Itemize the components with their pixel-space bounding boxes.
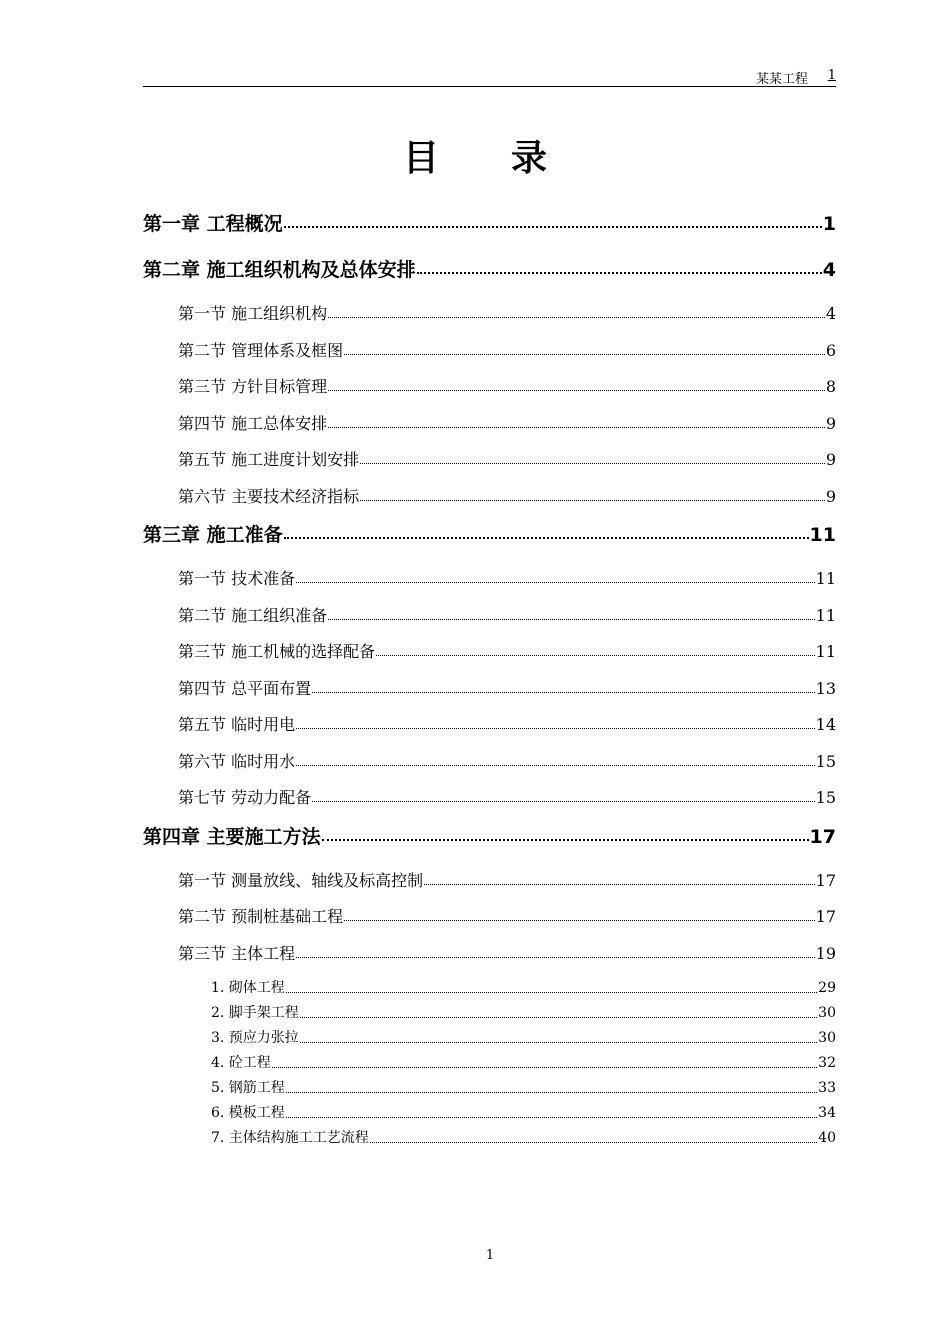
dot-leader (328, 390, 825, 391)
toc-section-entry[interactable] (143, 484, 836, 506)
dot-leader (417, 272, 822, 274)
toc-entry-page-number: 17 (809, 825, 836, 848)
toc-entry-label: 第三节 主体工程 (178, 943, 296, 963)
page-footer-number: 1 (485, 1248, 495, 1263)
toc-entry-page-number: 30 (818, 1005, 836, 1021)
toc-section-entry[interactable] (143, 676, 836, 698)
dot-leader (424, 884, 815, 885)
toc-entry-label: 第二节 预制桩基础工程 (178, 907, 344, 926)
toc-item-entry[interactable] (143, 977, 836, 997)
dot-leader (286, 1092, 817, 1093)
dot-leader (272, 1067, 817, 1068)
toc-entry-page-number: 17 (815, 870, 836, 890)
toc-item-entry[interactable] (143, 1002, 836, 1022)
dot-leader (296, 957, 815, 958)
dot-leader (328, 317, 825, 318)
toc-entry-page-number: 13 (815, 678, 836, 698)
dot-leader (322, 839, 809, 841)
toc-section-entry[interactable] (143, 338, 836, 360)
dot-leader (296, 765, 815, 766)
dot-leader (286, 992, 817, 993)
toc-entry-label: 第一节 施工组织机构 (178, 304, 328, 323)
toc-entry-page-number: 4 (825, 304, 836, 323)
dot-leader (370, 1142, 817, 1143)
toc-section-entry[interactable] (143, 411, 836, 433)
toc-section-entry[interactable] (143, 749, 836, 771)
toc-section-entry[interactable] (143, 868, 836, 890)
toc-entry-page-number: 15 (815, 751, 836, 771)
toc-entry-label: 第一节 技术准备 (178, 569, 296, 588)
dot-leader (300, 1017, 817, 1018)
toc-entry-label: 1. 砌体工程 (211, 980, 285, 996)
toc-entry-page-number: 9 (825, 450, 836, 469)
toc-entry-label: 5. 钢筋工程 (211, 1080, 285, 1096)
toc-entry-label: 6. 模板工程 (211, 1105, 285, 1121)
dot-leader (296, 728, 815, 729)
toc-entry-page-number: 29 (818, 980, 836, 996)
toc-entry-page-number: 19 (815, 943, 836, 963)
toc-entry-label: 第二章 施工组织机构及总体安排 (143, 259, 416, 281)
toc-entry-page-number: 11 (815, 605, 836, 625)
toc-section-entry[interactable] (143, 639, 836, 661)
toc-item-entry[interactable] (143, 1077, 836, 1097)
toc-entry-page-number: 32 (818, 1055, 836, 1071)
toc-entry-page-number: 17 (815, 907, 836, 926)
toc-entry-page-number: 11 (809, 524, 836, 546)
dot-leader (284, 226, 822, 228)
toc-entry-label: 3. 预应力张拉 (211, 1030, 299, 1046)
title-part-2: 录 (511, 138, 548, 179)
toc-section-entry[interactable] (143, 941, 836, 963)
header-page-number: 1 (827, 68, 836, 83)
toc-section-entry[interactable] (143, 785, 836, 807)
toc-entry-label: 第四节 施工总体安排 (178, 413, 328, 433)
toc-item-entry[interactable] (143, 1127, 836, 1147)
dot-leader (328, 427, 825, 428)
toc-entry-page-number: 34 (818, 1105, 836, 1121)
toc-chapter-entry[interactable] (143, 209, 836, 234)
toc-chapter-entry[interactable] (143, 255, 836, 280)
toc-entry-label: 第一章 工程概况 (143, 213, 283, 235)
title-part-1: 目 (402, 138, 439, 179)
dot-leader (300, 1042, 817, 1043)
dot-leader (344, 920, 815, 921)
toc-section-entry[interactable] (143, 904, 836, 926)
toc-entry-page-number: 40 (818, 1130, 836, 1146)
toc-entry-label: 4. 砼工程 (211, 1055, 271, 1071)
toc-entry-label: 2. 脚手架工程 (211, 1005, 299, 1021)
toc-entry-page-number: 4 (822, 259, 836, 281)
toc-entry-page-number: 9 (825, 413, 836, 433)
toc-entry-page-number: 6 (825, 340, 836, 360)
toc-entry-label: 第三节 方针目标管理 (178, 377, 328, 396)
toc-entry-label: 第二节 管理体系及框图 (178, 340, 344, 360)
dot-leader (312, 801, 815, 802)
toc-entry-page-number: 11 (815, 569, 836, 588)
toc-entry-label: 第四章 主要施工方法 (143, 825, 321, 848)
dot-leader (328, 619, 815, 620)
toc-entry-page-number: 30 (818, 1030, 836, 1046)
dot-leader (296, 582, 815, 583)
toc-chapter-entry[interactable] (143, 520, 836, 545)
toc-entry-label: 第七节 劳动力配备 (178, 788, 312, 807)
toc-entry-label: 第五节 施工进度计划安排 (178, 450, 360, 469)
toc-entry-label: 第二节 施工组织准备 (178, 605, 328, 625)
toc-item-entry[interactable] (143, 1052, 836, 1072)
toc-item-entry[interactable] (143, 1027, 836, 1047)
toc-section-entry[interactable] (143, 447, 836, 469)
toc-section-entry[interactable] (143, 712, 836, 734)
table-of-contents (143, 200, 836, 1152)
toc-entry-label: 7. 主体结构施工工艺流程 (211, 1130, 369, 1146)
toc-section-entry[interactable] (143, 301, 836, 323)
toc-entry-page-number: 33 (818, 1080, 836, 1096)
toc-section-entry[interactable] (143, 566, 836, 588)
toc-entry-label: 第三节 施工机械的选择配备 (178, 642, 376, 661)
toc-entry-label: 第六节 临时用水 (178, 751, 296, 771)
dot-leader (286, 1117, 817, 1118)
toc-entry-label: 第六节 主要技术经济指标 (178, 486, 360, 506)
toc-chapter-entry[interactable] (143, 822, 836, 847)
toc-entry-page-number: 14 (815, 715, 836, 734)
dot-leader (376, 655, 815, 656)
toc-entry-page-number: 1 (822, 213, 836, 235)
toc-entry-page-number: 9 (825, 486, 836, 506)
dot-leader (284, 537, 809, 539)
toc-entry-label: 第三章 施工准备 (143, 524, 283, 546)
toc-section-entry[interactable] (143, 603, 836, 625)
page-title (0, 130, 950, 181)
toc-item-entry[interactable] (143, 1102, 836, 1122)
toc-entry-page-number: 8 (825, 377, 836, 396)
toc-entry-page-number: 11 (815, 642, 836, 661)
dot-leader (360, 463, 825, 464)
dot-leader (344, 354, 825, 355)
toc-section-entry[interactable] (143, 374, 836, 396)
toc-entry-label: 第五节 临时用电 (178, 715, 296, 734)
dot-leader (360, 500, 825, 501)
header-title: 某某工程 (755, 72, 808, 87)
toc-entry-label: 第一节 测量放线、轴线及标高控制 (178, 870, 424, 890)
page-header (143, 66, 836, 87)
dot-leader (312, 692, 815, 693)
toc-entry-page-number: 15 (815, 788, 836, 807)
toc-entry-label: 第四节 总平面布置 (178, 678, 312, 698)
